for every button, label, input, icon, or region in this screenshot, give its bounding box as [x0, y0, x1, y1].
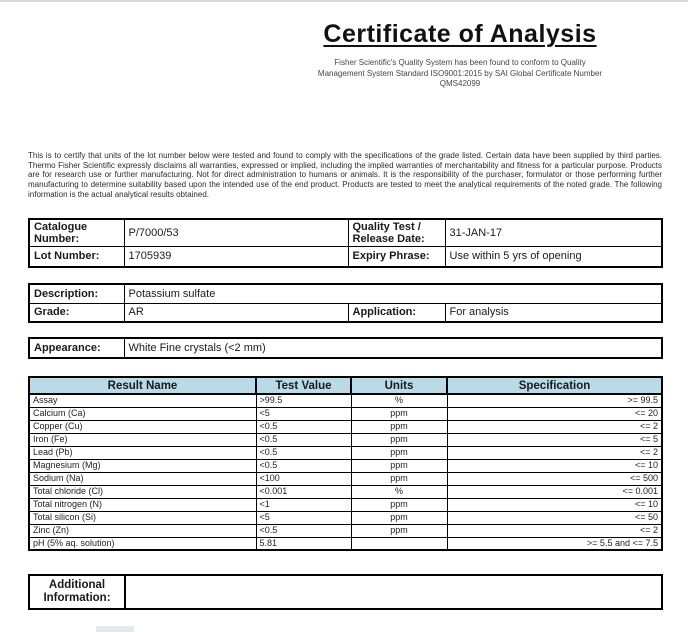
table-row	[29, 485, 662, 498]
specification-cell: <= 20	[447, 407, 662, 420]
result-name-cell: Calcium (Ca)	[29, 407, 256, 420]
units-cell: %	[351, 485, 447, 498]
quality-test-date-value: 31-JAN-17	[445, 219, 662, 247]
test-value-cell: <0.001	[256, 485, 351, 498]
catalogue-number-value: P/7000/53	[124, 219, 348, 247]
units-cell: ppm	[351, 498, 447, 511]
test-value-cell: <5	[256, 407, 351, 420]
test-value-cell: 5.81	[256, 537, 351, 550]
result-name-cell: Total chloride (Cl)	[29, 485, 256, 498]
expiry-phrase-value: Use within 5 yrs of opening	[445, 247, 662, 267]
specification-cell: <= 2	[447, 446, 662, 459]
result-name-cell: Sodium (Na)	[29, 472, 256, 485]
description-value: Potassium sulfate	[124, 284, 662, 303]
result-name-cell: Total nitrogen (N)	[29, 498, 256, 511]
specification-cell: >= 99.5	[447, 394, 662, 407]
certificate-number: QMS42099	[439, 79, 481, 88]
result-name-header: Result Name	[29, 377, 256, 394]
test-value-header: Test Value	[256, 377, 351, 394]
specification-cell: <= 10	[447, 498, 662, 511]
catalogue-number-label: Catalogue Number:	[29, 219, 124, 247]
appearance-table	[28, 337, 663, 359]
result-name-cell: Zinc (Zn)	[29, 524, 256, 537]
quality-statement-line-2: Management System Standard ISO9001:2015 by SAI Global Certificate Number	[317, 68, 603, 78]
units-cell	[351, 537, 447, 550]
table-row	[29, 498, 662, 511]
table-row	[29, 303, 662, 322]
results-header-row	[29, 377, 662, 394]
result-name-cell: Assay	[29, 394, 256, 407]
specification-cell: <= 500	[447, 472, 662, 485]
quality-test-date-label: Quality Test / Release Date:	[348, 219, 445, 247]
test-value-cell: <0.5	[256, 446, 351, 459]
units-cell: ppm	[351, 433, 447, 446]
grade-label: Grade:	[29, 303, 124, 322]
specification-cell: <= 2	[447, 420, 662, 433]
units-cell: ppm	[351, 524, 447, 537]
document-header	[232, 20, 688, 90]
page-title: Certificate of Analysis	[323, 20, 597, 48]
units-cell: ppm	[351, 407, 447, 420]
result-name-cell: Lead (Pb)	[29, 446, 256, 459]
quality-system-statement	[232, 58, 688, 90]
specification-cell: <= 0.001	[447, 485, 662, 498]
grade-value: AR	[124, 303, 348, 322]
application-value: For analysis	[445, 303, 662, 322]
test-value-cell: <5	[256, 511, 351, 524]
specification-cell: <= 5	[447, 433, 662, 446]
test-value-cell: <1	[256, 498, 351, 511]
description-label: Description:	[29, 284, 124, 303]
disclaimer-paragraph: This is to certify that units of the lot number below were tested and found to comply with the specifications of the grade listed. Certain data have been supplied by third parties. Thermo Fisher Scientific expressly disclaims all warranties, expressed or implied, including the implied warranties of merchantability and fitness for a particular purpose. Products are for research use or further manufacturing. Not for direct administration to humans or animals. It is the responsibility of the purchaser, formulator or those performing further manufacturing to determine suitability based upon the intended use of the end product. Products are tested to meet the analytical requirements of the noted grade. The following information is the actual analytical results obtained.	[28, 151, 662, 199]
test-value-cell: <100	[256, 472, 351, 485]
units-cell: ppm	[351, 511, 447, 524]
additional-information-label: Additional Information:	[29, 575, 125, 609]
specification-cell: <= 2	[447, 524, 662, 537]
table-row	[29, 433, 662, 446]
bottom-partial-element	[96, 626, 134, 632]
test-value-cell: >99.5	[256, 394, 351, 407]
application-label: Application:	[348, 303, 445, 322]
units-cell: ppm	[351, 472, 447, 485]
appearance-label: Appearance:	[29, 338, 124, 358]
table-row	[29, 524, 662, 537]
results-table	[28, 376, 663, 551]
table-row	[29, 338, 662, 358]
table-row	[29, 394, 662, 407]
specification-cell: >= 5.5 and <= 7.5	[447, 537, 662, 550]
lot-number-value: 1705939	[124, 247, 348, 267]
test-value-cell: <0.5	[256, 459, 351, 472]
specification-header: Specification	[447, 377, 662, 394]
description-table	[28, 283, 663, 323]
specification-cell: <= 50	[447, 511, 662, 524]
additional-information-table	[28, 574, 663, 610]
table-row	[29, 219, 662, 247]
table-row	[29, 575, 662, 609]
lot-number-label: Lot Number:	[29, 247, 124, 267]
result-name-cell: Iron (Fe)	[29, 433, 256, 446]
table-row	[29, 537, 662, 550]
table-row	[29, 284, 662, 303]
units-cell: ppm	[351, 446, 447, 459]
table-row	[29, 472, 662, 485]
table-row	[29, 407, 662, 420]
table-row	[29, 420, 662, 433]
expiry-phrase-label: Expiry Phrase:	[348, 247, 445, 267]
table-row	[29, 446, 662, 459]
page-top-border	[0, 0, 688, 2]
additional-information-value	[125, 575, 662, 609]
result-name-cell: Total silicon (Si)	[29, 511, 256, 524]
table-row	[29, 511, 662, 524]
result-name-cell: Magnesium (Mg)	[29, 459, 256, 472]
table-row	[29, 247, 662, 267]
units-cell: %	[351, 394, 447, 407]
units-cell: ppm	[351, 420, 447, 433]
result-name-cell: Copper (Cu)	[29, 420, 256, 433]
test-value-cell: <0.5	[256, 420, 351, 433]
lot-info-table	[28, 218, 663, 268]
units-header: Units	[351, 377, 447, 394]
quality-statement-line-1: Fisher Scientific's Quality System has been found to conform to Quality	[334, 58, 586, 67]
appearance-value: White Fine crystals (<2 mm)	[124, 338, 662, 358]
test-value-cell: <0.5	[256, 524, 351, 537]
test-value-cell: <0.5	[256, 433, 351, 446]
table-row	[29, 459, 662, 472]
units-cell: ppm	[351, 459, 447, 472]
result-name-cell: pH (5% aq. solution)	[29, 537, 256, 550]
specification-cell: <= 10	[447, 459, 662, 472]
